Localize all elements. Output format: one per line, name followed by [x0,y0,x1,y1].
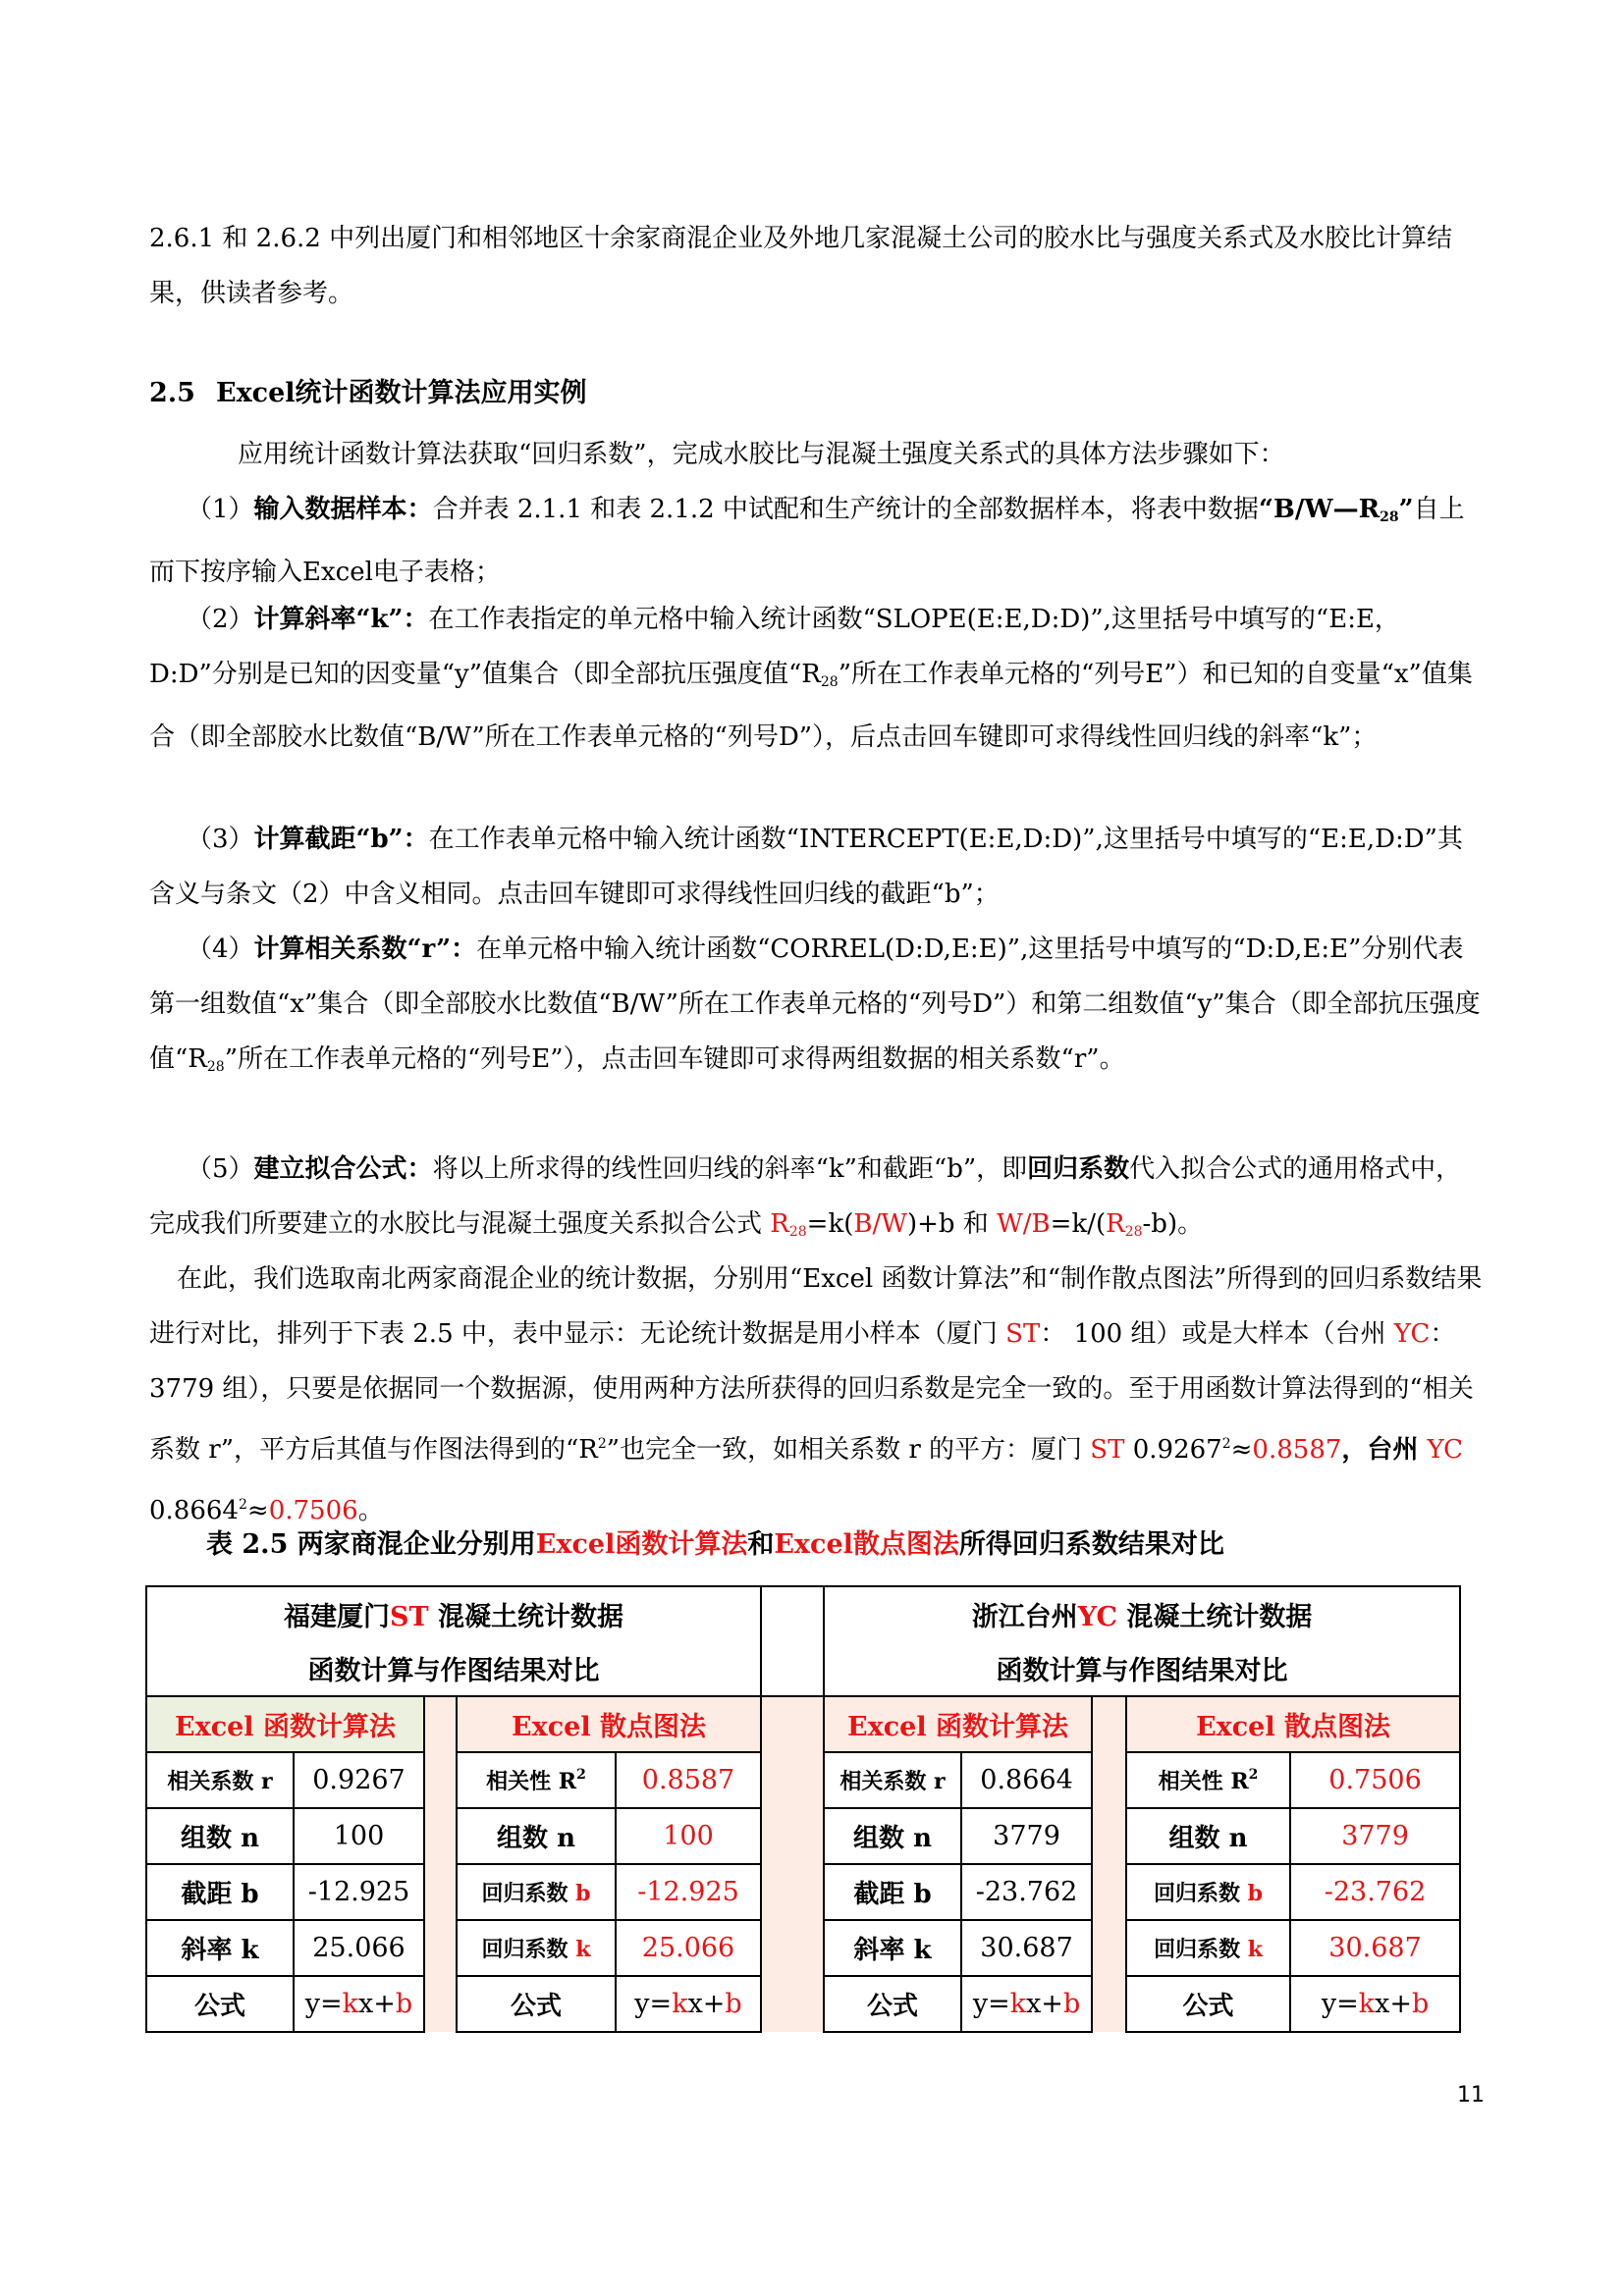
xiamen-b-scatter-value: -12.925 [616,1864,761,1920]
row-label [1126,1752,1290,1808]
formula-rest: )+b 和 [906,1209,998,1239]
formula2-r-sub: 28 [1124,1224,1143,1240]
section-heading [149,371,587,409]
row-label: 公式 [457,1976,616,2032]
xiamen-r2-value: 0.8587 [616,1752,761,1808]
formula-bw: B/W [853,1209,907,1239]
f-b: b [1062,1989,1081,2019]
taizhou-scatter-header: Excel 散点图法 [1126,1696,1460,1752]
code-yc: YC [1393,1319,1431,1349]
row-label: 组数 n [457,1808,616,1864]
step-2-text-b: ”所在工作表单元格的“列号E”）和已知的自变量“x”值集合（即全部胶水比数值“B/W”所在工作表单元格的“列号D”），后点击回车键即可求得线性回归线的斜率“k”； [149,660,1473,752]
f-y: y= [634,1989,673,2019]
comparison-table [145,1585,1461,2033]
formula2-wb: W/B [997,1209,1051,1239]
reg-b: b [1247,1881,1264,1906]
comparison-paragraph [149,1252,1485,1538]
comparison-text-a: 在此，我们选取南北两家商混企业的统计数据，分别用“Excel 函数计算法”和“制作散点图法”所得到的回归系数结果进行对比，排列于下表 2.5 中，表中显示：无论统计数据是用小样本（厦门 [149,1264,1483,1349]
step-2-title: 计算斜率“k”： [253,605,429,634]
step-5-title: 建立拟合公式： [253,1154,433,1184]
step-2-paragraph [149,592,1485,765]
table-gap [761,1696,824,1752]
row-label: 斜率 k [824,1920,961,1976]
intro-text: 2.6.1 和 2.6.2 中列出厦门和相邻地区十余家商混企业及外地几家混凝土公司的胶水比与强度关系式及水胶比计算结果，供读者参考。 [149,224,1453,308]
f-x: x+ [358,1989,396,2019]
caption-method-scatter: Excel散点图法 [774,1529,959,1560]
xiamen-title-b: 混凝土统计数据 [428,1602,624,1632]
xiamen-b-value: -12.925 [294,1864,424,1920]
f-x: x+ [687,1989,726,2019]
r2-label: 相关性 R [1158,1769,1249,1794]
f-b: b [395,1989,413,2019]
reg-label: 回归系数 [481,1881,576,1906]
f-y: y= [1321,1989,1359,2019]
xiamen-scatter-header: Excel 散点图法 [457,1696,761,1752]
caption-method-function: Excel函数计算法 [535,1529,748,1560]
step-5-paragraph [149,1142,1485,1259]
table-gap [1092,1976,1126,2032]
row-label: 公式 [1126,1976,1290,2032]
formula-cell [294,1976,424,2032]
step-4-title: 计算相关系数“r”： [253,934,477,964]
xiamen-n-value: 100 [294,1808,424,1864]
step-4-text-a: 在单元格中输入统计函数“CORREL(D:D,E:E)”,这里括号中填写的“D:D,E:E”分别代表第一组数值“x”集合（即全部胶水比数值“B/W”所在工作表单元格的“列号D”）和第二组数值“y”集合（即全部抗压强度值“R [149,934,1481,1074]
section-number: 2.5 [149,378,195,408]
row-label: 斜率 k [146,1920,294,1976]
xiamen-k-value: 25.066 [294,1920,424,1976]
taizhou-n-value: 3779 [961,1808,1092,1864]
step-3-text: 在工作表单元格中输入统计函数“INTERCEPT(E:E,D:D)”,这里括号中填写的“E:E,D:D”其含义与条文（2）中含义相同。点击回车键即可求得线性回归线的截距“b”； [149,825,1463,909]
taizhou-b-scatter-value: -23.762 [1290,1864,1460,1920]
f-k: k [672,1989,688,2019]
reg-label: 回归系数 [1154,1937,1248,1962]
table-gap [761,1752,824,1808]
taizhou-subtitle: 函数计算与作图结果对比 [824,1641,1460,1696]
row-label: 相关系数 r [824,1752,961,1808]
step-1-quote: ” [1398,495,1414,524]
intro-paragraph [149,211,1485,321]
taizhou-title-a: 浙江台州 [971,1602,1078,1632]
row-label: 组数 n [824,1808,961,1864]
step-4-paragraph [149,922,1485,1095]
comparison-text-g: ，台州 [1341,1435,1428,1465]
table-row [146,1864,1460,1920]
caption-text-c: 所得回归系数结果对比 [958,1529,1224,1560]
table-gap [761,1920,824,1976]
taizhou-n-scatter-value: 3779 [1290,1808,1460,1864]
method-intro-text: 应用统计函数计算法获取“回归系数”，完成水胶比与混凝土强度关系式的具体方法步骤如下： [238,440,1285,469]
step-1-sub: 28 [1380,509,1399,525]
reg-label: 回归系数 [1154,1881,1248,1906]
formula-cell [961,1976,1092,2032]
step-5-label: （5） [187,1154,254,1184]
step-1-paragraph [149,482,1485,600]
f-y: y= [972,1989,1010,2019]
table-caption [206,1522,1224,1561]
r2-sup: 2 [576,1767,586,1783]
approx-1: ≈ [1230,1435,1253,1465]
taizhou-r2: 0.7506 [268,1496,358,1525]
table-title-row [146,1586,1460,1641]
xiamen-n-scatter-value: 100 [616,1808,761,1864]
row-label: 相关系数 r [146,1752,294,1808]
step-4-label: （4） [187,934,254,964]
table-row [146,1808,1460,1864]
page-number: 11 [1457,2083,1485,2108]
taizhou-func-header: Excel 函数计算法 [824,1696,1092,1752]
step-4-text-b: ”所在工作表单元格的“列号E”），点击回车键即可求得两组数据的相关系数“r”。 [224,1044,1125,1074]
xiamen-r: 0.9267 [1124,1435,1222,1465]
formula-r-sub: 28 [788,1224,807,1240]
approx-2: ≈ [246,1496,269,1525]
step-2-text-a: 在工作表指定的单元格中输入统计函数“SLOPE(E:E,D:D)”,这里括号中填写的“E:E，D:D”分别是已知的因变量“y”值集合（即全部抗压强度值“R [149,605,1400,689]
r-squared-sup: 2 [597,1436,607,1452]
step-3-title: 计算截距“b”： [253,825,429,854]
xiamen-func-header: Excel 函数计算法 [146,1696,424,1752]
table-gap [424,1752,457,1808]
row-label: 截距 b [146,1864,294,1920]
table-gap [424,1920,457,1976]
f-k: k [1358,1989,1376,2019]
xiamen-r-sup: 2 [1221,1436,1231,1452]
row-label [457,1920,616,1976]
code-st-2: ST [1090,1435,1125,1465]
table-gap [424,1808,457,1864]
xiamen-k-scatter-value: 25.066 [616,1920,761,1976]
formula2-b: -b)。 [1142,1209,1204,1239]
table-row [146,1976,1460,2032]
f-x: x+ [1026,1989,1063,2019]
reg-b: b [575,1881,591,1906]
f-k: k [1009,1989,1027,2019]
formula2-r: R [1106,1209,1125,1239]
r2-label: 相关性 R [486,1769,577,1794]
step-5-text-b: 代入拟合公式的通用格式中，完成我们所要建立的水胶比与混凝土强度关系拟合公式 [149,1154,1462,1239]
row-label: 截距 b [824,1864,961,1920]
table-gap [1092,1752,1126,1808]
f-y: y= [304,1989,343,2019]
table-gap [761,1864,824,1920]
step-1-text-b: 自上而下按序输入Excel电子表格； [149,495,1465,587]
xiamen-r2: 0.8587 [1252,1435,1342,1465]
table-subtitle-row [146,1641,1460,1696]
caption-text-a: 表 2.5 两家商混企业分别用 [206,1529,536,1560]
table-gap [761,1808,824,1864]
taizhou-r-sup: 2 [238,1497,247,1513]
table-gap [761,1976,824,2032]
table-gap [1092,1864,1126,1920]
step-3-paragraph [149,812,1485,922]
method-intro-paragraph [149,427,1485,482]
step-2-label: （2） [187,605,254,634]
table-row [146,1920,1460,1976]
comparison-text-b: ： 100 组）或是大样本（台州 [1040,1319,1394,1349]
taizhou-code: YC [1077,1602,1117,1632]
formula-cell [616,1976,761,2032]
step-1-title: 输入数据样本： [253,495,433,524]
row-label [457,1864,616,1920]
formula-r: R [770,1209,789,1239]
table-gap [424,1976,457,2032]
row-label: 组数 n [1126,1808,1290,1864]
row-label: 组数 n [146,1808,294,1864]
table-gap [1092,1808,1126,1864]
formula-eq: =k( [806,1209,854,1239]
step-4-sub: 28 [206,1059,225,1075]
table-gap [761,1586,824,1641]
code-st: ST [1005,1319,1041,1349]
code-yc-2: YC [1427,1435,1464,1465]
method-header-row [146,1696,1460,1752]
table-row [146,1752,1460,1808]
taizhou-k-value: 30.687 [961,1920,1092,1976]
table-gap [424,1864,457,1920]
comparison-end: 。 [357,1496,384,1525]
f-x: x+ [1375,1989,1412,2019]
taizhou-title [824,1586,1460,1641]
step-2-sub: 28 [820,674,839,690]
r2-sup: 2 [1248,1767,1259,1783]
row-label [1126,1864,1290,1920]
comparison-text-c: ： 3779 组），只要是依据同一个数据源，使用两种方法所获得的回归系数是完全一致的。至于用函数计算法得到的“相关系数 r”，平方后其值与作图法得到的“R [149,1319,1474,1465]
step-3-label: （3） [187,825,254,854]
row-label [1126,1920,1290,1976]
taizhou-k-scatter-value: 30.687 [1290,1920,1460,1976]
row-label [457,1752,616,1808]
table-gap [424,1696,457,1752]
taizhou-r: 0.8664 [149,1496,239,1525]
row-label: 公式 [824,1976,961,2032]
table-gap [761,1641,824,1696]
reg-k: k [1247,1937,1263,1962]
table-gap [1092,1696,1126,1752]
taizhou-b-value: -23.762 [961,1864,1092,1920]
reg-k: k [575,1937,591,1962]
f-b: b [725,1989,742,2019]
f-k: k [342,1989,359,2019]
taizhou-title-b: 混凝土统计数据 [1116,1602,1313,1632]
formula2-a: =k/( [1050,1209,1107,1239]
step-1-bw-r: “B/W—R [1258,495,1380,524]
step-1-label: （1） [187,495,254,524]
taizhou-r2-value: 0.7506 [1290,1752,1460,1808]
reg-label: 回归系数 [481,1937,576,1962]
step-5-text-a: 将以上所求得的线性回归线的斜率“k”和截距“b”，即 [432,1154,1028,1184]
xiamen-title [146,1586,761,1641]
caption-text-b: 和 [747,1529,775,1560]
comparison-text-d: ”也完全一致，如相关系数 r 的平方：厦门 [606,1435,1091,1465]
xiamen-title-a: 福建厦门 [284,1602,391,1632]
table-gap [1092,1920,1126,1976]
step-1-text-a: 合并表 2.1.1 和表 2.1.2 中试配和生产统计的全部数据样本，将表中数据 [432,495,1259,524]
step-5-regression-coef: 回归系数 [1027,1154,1130,1184]
taizhou-r-value: 0.8664 [961,1752,1092,1808]
xiamen-r-value: 0.9267 [294,1752,424,1808]
xiamen-subtitle: 函数计算与作图结果对比 [146,1641,761,1696]
formula-cell [1290,1976,1460,2032]
section-title: Excel统计函数计算法应用实例 [216,378,587,408]
f-b: b [1411,1989,1430,2019]
row-label: 公式 [146,1976,294,2032]
xiamen-code: ST [390,1602,429,1632]
